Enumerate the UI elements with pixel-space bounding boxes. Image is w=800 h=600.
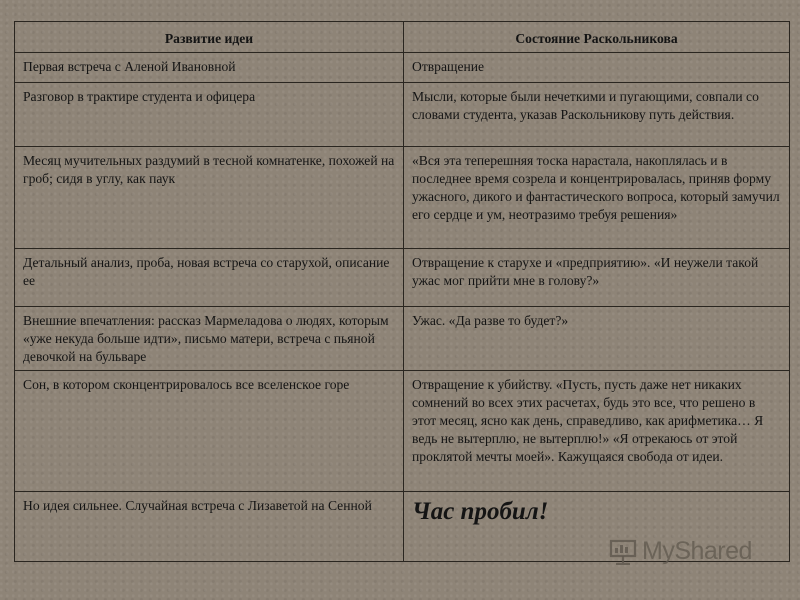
presentation-board-icon: [608, 539, 638, 565]
column-header-idea: Развитие идеи: [15, 22, 404, 53]
table-row: [15, 371, 790, 492]
table-header-row: [15, 22, 790, 53]
state-cell: Ужас. «Да разве то будет?»: [404, 307, 790, 371]
idea-cell: Месяц мучительных раздумий в тесной комнатенке, похожей на гроб; сидя в углу, как паук: [15, 147, 404, 249]
state-cell: Отвращение к старухе и «предприятию». «И неужели такой ужас мог прийти мне в голову?»: [404, 249, 790, 307]
watermark-text: MyShared: [642, 537, 752, 565]
idea-cell: Детальный анализ, проба, новая встреча со старухой, описание ее: [15, 249, 404, 307]
state-cell: Отвращение к убийству. «Пусть, пусть даже нет никаких сомнений во всех этих расчетах, будь это все, что решено в этот месяц, ясно как день, справедливо, как арифметика… Я ведь не вытерплю, не вытерплю!» «Я отрекаюсь от этой проклятой мечты моей». Кажущаяся свобода от идеи.: [404, 371, 790, 492]
idea-cell: Сон, в котором сконцентрировалось все вселенское горе: [15, 371, 404, 492]
column-header-state: Состояние Раскольникова: [404, 22, 790, 53]
state-cell: Мысли, которые были нечеткими и пугающими, совпали со словами студента, указав Раскольникову путь действия.: [404, 83, 790, 147]
table-row: [15, 147, 790, 249]
idea-cell: Разговор в трактире студента и офицера: [15, 83, 404, 147]
comparison-table: [14, 21, 790, 562]
table-row: [15, 249, 790, 307]
state-cell: Отвращение: [404, 53, 790, 83]
state-cell: «Вся эта теперешняя тоска нарастала, накоплялась и в последнее время созрела и концентрировалась, приняв форму ужасного, дикого и фантастического вопроса, который замучил его сердце и ум, неотразимо требуя решения»: [404, 147, 790, 249]
table-row: [15, 53, 790, 83]
idea-cell: Но идея сильнее. Случайная встреча с Лизаветой на Сенной: [15, 492, 404, 562]
idea-cell: Первая встреча с Аленой Ивановной: [15, 53, 404, 83]
idea-cell: Внешние впечатления: рассказ Мармеладова о людях, которым «уже некуда больше идти», письмо матери, встреча с пьяной девочкой на бульваре: [15, 307, 404, 371]
table-row: [15, 307, 790, 371]
table-row: [15, 83, 790, 147]
watermark: [608, 537, 752, 566]
final-statement: Час пробил!: [412, 498, 549, 525]
